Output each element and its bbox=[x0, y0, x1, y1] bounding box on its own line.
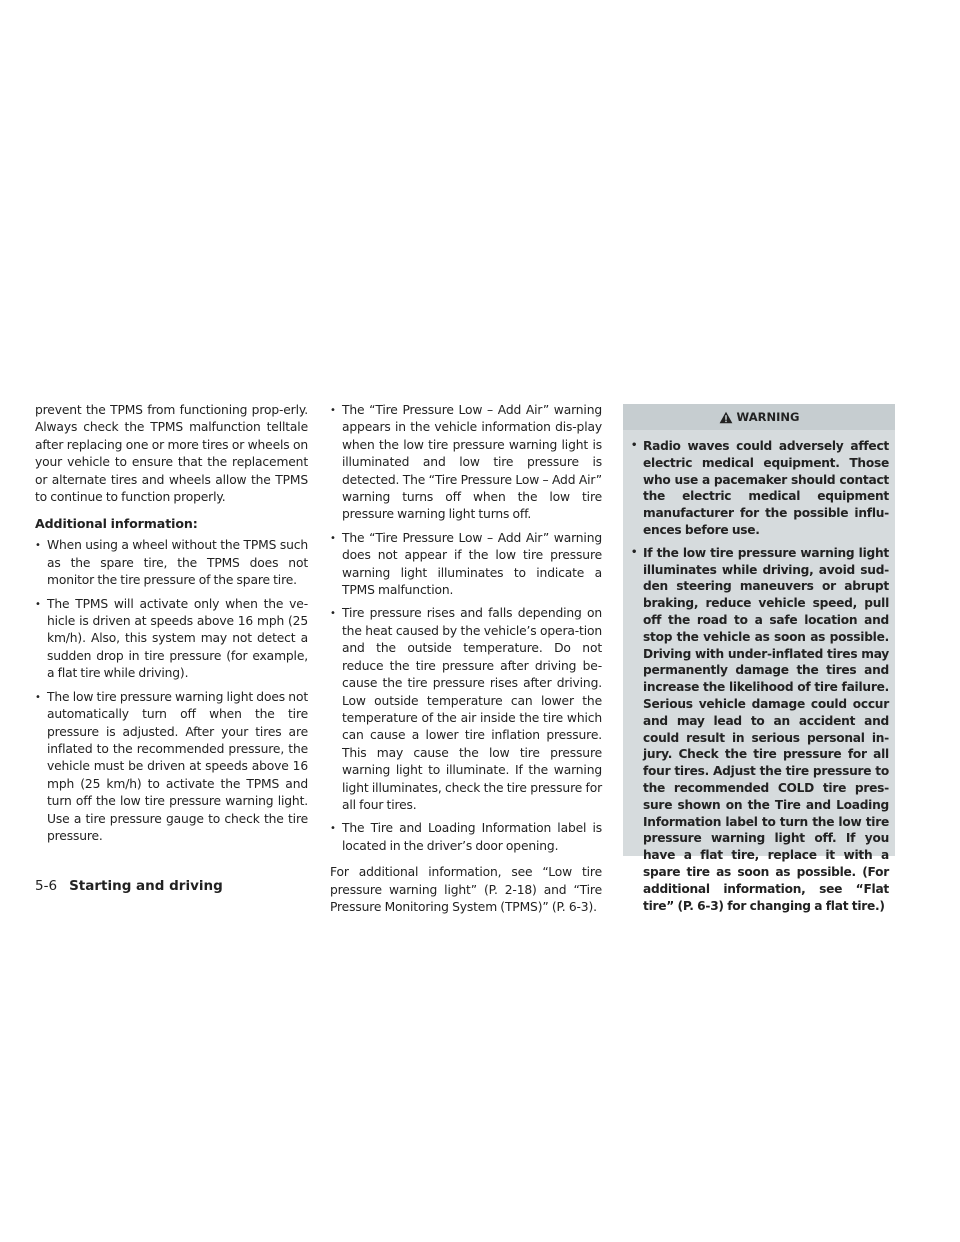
list-item: • The Tire and Loading Information label is located in the driver’s door opening. bbox=[330, 820, 602, 855]
page-number: 5-6 bbox=[35, 878, 58, 894]
additional-info-list bbox=[35, 537, 308, 845]
additional-info-heading: Additional information: bbox=[35, 516, 198, 532]
warning-list bbox=[623, 430, 895, 914]
list-item: • The “Tire Pressure Low – Add Air” warning does not appear if the low tire pressure warning light illuminates to indicate a TPMS malfunction. bbox=[330, 530, 602, 600]
section-title: Starting and driving bbox=[69, 878, 223, 894]
left-column bbox=[35, 402, 308, 851]
intro-paragraph: prevent the TPMS from functioning prop-erly. Always check the TPMS malfunction telltale after replacing one or more tires or wheels on your vehicle to ensure that the replacement or alternate tires and wheels allow the TPMS to continue to function properly. bbox=[35, 403, 308, 505]
list-item: • When using a wheel without the TPMS such as the spare tire, the TPMS does not monitor the tire pressure of the spare tire. bbox=[35, 537, 308, 589]
page-footer bbox=[35, 878, 223, 894]
middle-column bbox=[330, 402, 602, 916]
closing-paragraph: For additional information, see “Low tire pressure warning light” (P. 2-18) and “Tire Pressure Monitoring System (TPMS)” (P. 6-3). bbox=[330, 865, 602, 914]
list-item: • Tire pressure rises and falls depending on the heat caused by the vehicle’s opera-tion and the outside temperature. Do not reduce the tire pressure after driving be-cause the tire pressure rises after driving. Low outside temperature can lower the temperature of the air inside the tire which can cause a lower tire inflation pressure. This may cause the low tire pressure warning light to illuminate. If the warning light illuminates, check the tire pressure for all four tires. bbox=[330, 605, 602, 814]
info-list bbox=[330, 402, 602, 855]
warning-title: WARNING bbox=[736, 410, 800, 424]
warning-triangle-icon bbox=[719, 411, 733, 424]
list-item: • The low tire pressure warning light does not automatically turn off when the tire pressure is adjusted. After your tires are inflated to the recommended pressure, the vehicle must be driven at speeds above 16 mph (25 km/h) to activate the TPMS and turn off the low tire pressure warning light. Use a tire pressure gauge to check the tire pressure. bbox=[35, 689, 308, 846]
list-item: • If the low tire pressure warning light illuminates while driving, avoid sud-den steering maneuvers or abrupt braking, reduce vehicle speed, pull off the road to a safe location and stop the vehicle as soon as possible. Driving with under-inflated tires may permanently damage the tires and increase the likelihood of tire failure. Serious vehicle damage could occur and may lead to an accident and could result in serious personal in-jury. Check the tire pressure for all four tires. Adjust the tire pressure to the recommended COLD tire pres-sure shown on the Tire and Loading Information label to turn the low tire pressure warning light off. If you have a flat tire, replace it with a spare tire as soon as possible. (For additional information, see “Flat tire” (P. 6-3) for changing a flat tire.) bbox=[631, 545, 889, 915]
list-item: • The “Tire Pressure Low – Add Air” warning appears in the vehicle information dis-play when the low tire pressure warning light is illuminated and low tire pressure is detected. The “Tire Pressure Low – Add Air” warning turns off when the low tire pressure warning light turns off. bbox=[330, 402, 602, 524]
warning-box bbox=[623, 404, 895, 913]
warning-header bbox=[623, 404, 895, 430]
list-item: • The TPMS will activate only when the ve-hicle is driven at speeds above 16 mph (25 km/h). Also, this system may not detect a sudden drop in tire pressure (for example, a flat tire while driving). bbox=[35, 596, 308, 683]
list-item: • Radio waves could adversely affect electric medical equipment. Those who use a pacemaker should contact the electric medical equipment manufacturer for the possible influ-ences before use. bbox=[631, 438, 889, 539]
